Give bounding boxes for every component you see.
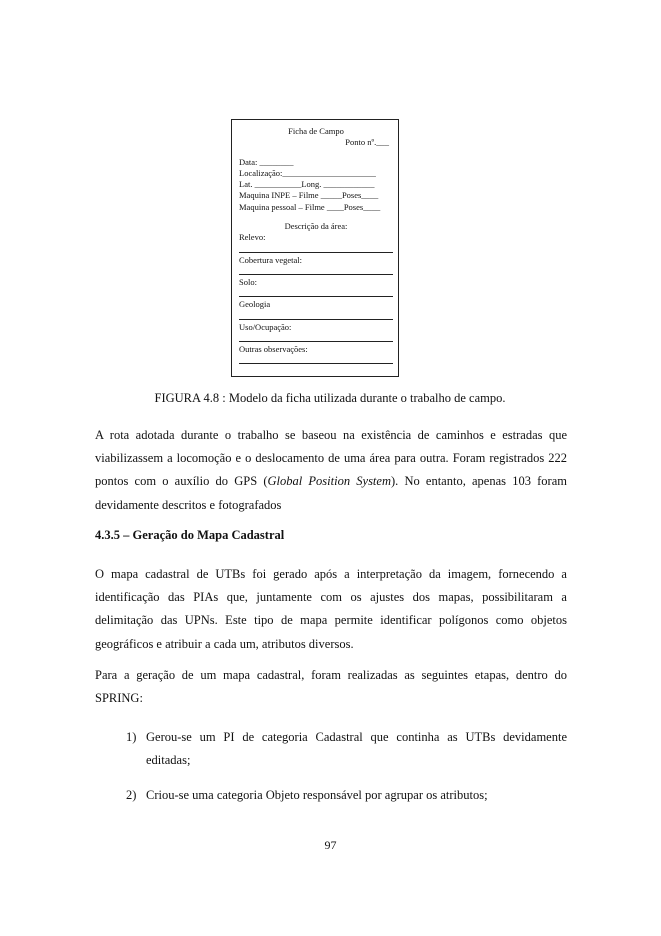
list-item-number: 1) [126,730,137,744]
form-blank-line [239,266,393,275]
form-section-vegetation: Cobertura vegetal: [239,254,303,265]
form-field-camera-inpe: Maquina INPE – Filme _____Poses____ [239,190,379,201]
form-section-geology: Geologia [239,299,271,310]
form-section-soil: Solo: [239,276,257,287]
form-blank-line [239,311,393,320]
paragraph-route-part2: ). No entanto, apenas 103 foram devidamente descritos e fotografados [95,474,567,512]
list-item-text: Gerou-se um PI de categoria Cadastral que continha as UTBs devidamente editadas; [146,730,567,768]
list-item [126,726,567,772]
form-section-land-use: Uso/Ocupação: [239,321,292,332]
form-field-location: Localização:______________________ [239,167,376,178]
paragraph-route-gps-term: Global Position System [267,474,391,489]
paragraph-route [95,424,567,517]
list-item [126,784,567,807]
paragraph-steps-intro: Para a geração de um mapa cadastral, foram realizadas as seguintes etapas, dentro do SPRING: [95,668,567,706]
form-description-title: Descrição da área: [284,221,348,232]
form-blank-line [239,288,393,297]
form-point-number: Ponto nº.___ [345,137,389,148]
field-form-figure [231,119,399,377]
form-section-other-notes: Outras observações: [239,343,308,354]
form-blank-line [239,355,393,364]
paragraph-cadastral-map: O mapa cadastral de UTBs foi gerado após a interpretação da imagem, fornecendo a identificação das PIAs que, juntamente com os ajustes dos mapas, possibilitaram a delimitação das UPNs. Este tipo de mapa permite identificar polígonos como objetos geográficos e atribuir a cada um, atributos diversos. [95,567,567,651]
list-item-number: 2) [126,788,137,802]
form-field-camera-personal: Maquina pessoal – Filme ____Poses____ [239,201,381,212]
list-item-text: Criou-se uma categoria Objeto responsável por agrupar os atributos; [146,788,488,802]
page-number: 97 [324,838,337,852]
paragraph-route-part1: A rota adotada durante o trabalho se baseou na existência de caminhos e estradas que viabilizassem a locomoção e o deslocamento de uma área para outra. Foram registrados 222 pontos com o auxílio do GPS ( [95,428,567,489]
form-field-date: Data: ________ [239,156,294,167]
form-blank-line [239,244,393,253]
form-field-latlong: Lat. ___________Long. ____________ [239,179,375,190]
section-heading: 4.3.5 – Geração do Mapa Cadastral [95,528,285,542]
figure-caption: FIGURA 4.8 : Modelo da ficha utilizada durante o trabalho de campo. [154,391,506,405]
form-title: Ficha de Campo [288,126,344,136]
form-section-relief: Relevo: [239,232,266,243]
form-blank-line [239,333,393,342]
